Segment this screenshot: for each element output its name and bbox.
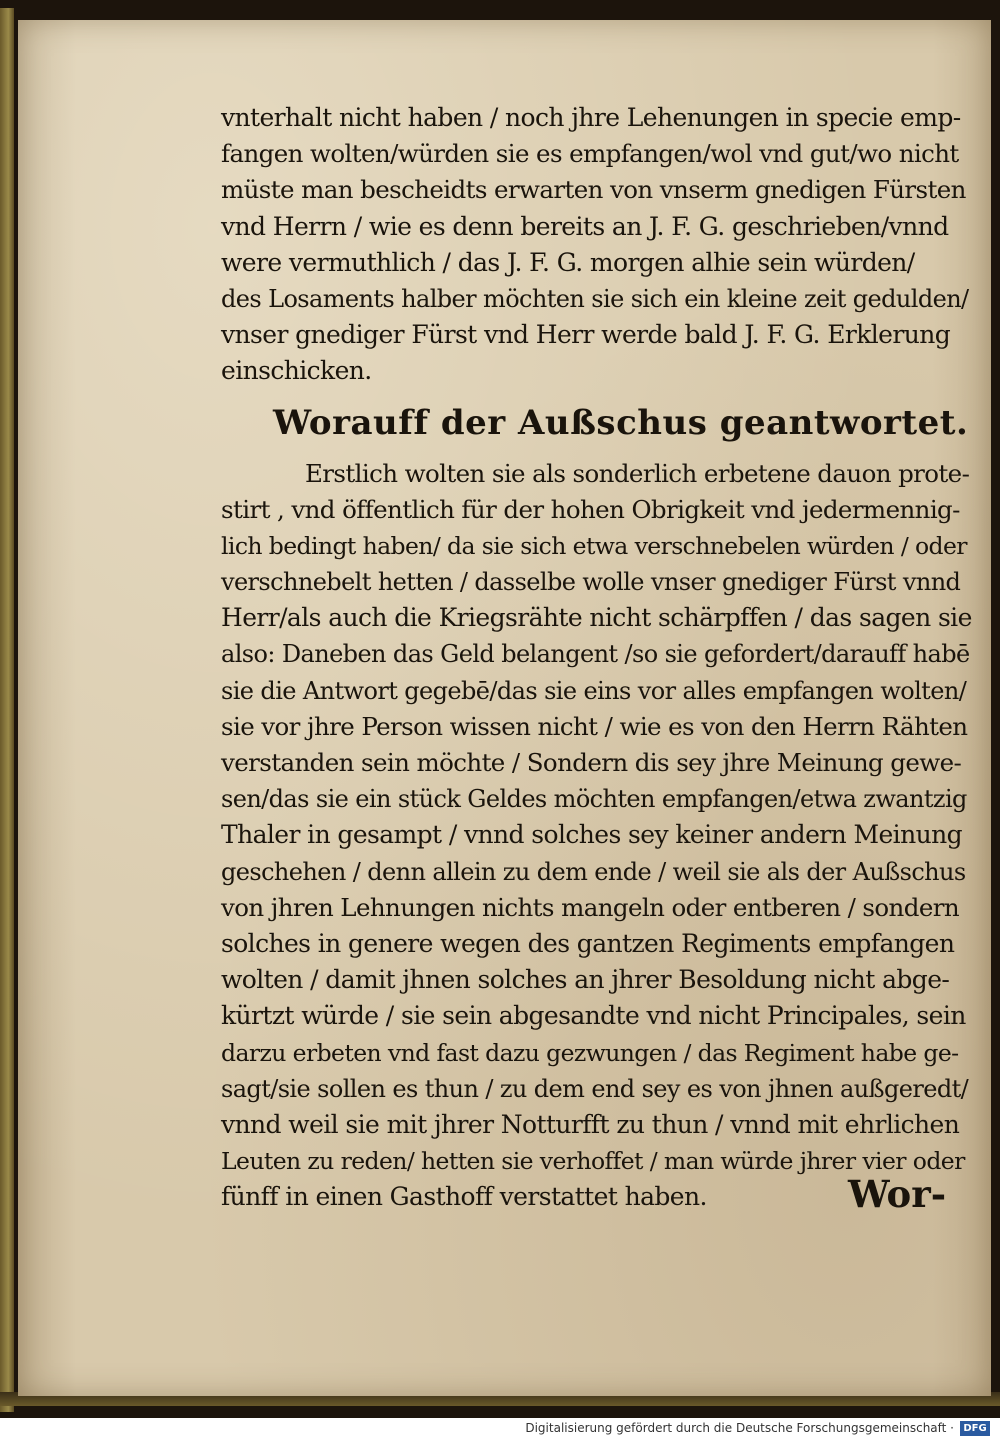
text-line: vnnd weil sie mit jhrer Notturfft zu thun / vnnd mit ehrlichen	[221, 1109, 960, 1139]
text-line: verstanden sein möchte / Sondern dis sey jhre Meinung gewe-	[221, 748, 962, 777]
text-line: Erstlich wolten sie als sonderlich erbetene dauon prote-	[305, 458, 970, 488]
text-line: wolten / damit jhnen solches an jhrer Besoldung nicht abge-	[221, 965, 950, 995]
text-line: Leuten zu reden/ hetten sie verhoffet / man würde jhrer vier oder	[221, 1147, 965, 1176]
document-page	[18, 20, 991, 1396]
text-line: vnser gnediger Fürst vnd Herr werde bald J. F. G. Erklerung	[221, 320, 951, 350]
book-spine-edge	[0, 8, 14, 1412]
text-line: fünff in einen Gasthoff verstattet haben.	[221, 1182, 707, 1212]
text-line: sie vor jhre Person wissen nicht / wie es von den Herrn Rähten	[221, 711, 968, 741]
text-line: sagt/sie sollen es thun / zu dem end sey es von jhnen außgeredt/	[221, 1074, 969, 1103]
text-line: also: Daneben das Geld belangent /so sie gefordert/darauff habē	[221, 640, 970, 669]
text-line: sie die Antwort gegebē/das sie eins vor alles empfangen wolten/	[221, 676, 967, 705]
text-line: müste man bescheidts erwarten von vnserm gnedigen Fürsten	[221, 175, 966, 205]
dfg-logo-icon: DFG	[960, 1421, 990, 1436]
text-line: were vermuthlich / das J. F. G. morgen alhie sein würden/	[221, 247, 915, 277]
catchword: Wor-	[848, 1172, 947, 1216]
text-line: Herr/als auch die Kriegsrähte nicht schärpffen / das sagen sie	[221, 603, 972, 633]
text-line: darzu erbeten vnd fast dazu gezwungen / das Regiment habe ge-	[221, 1038, 959, 1067]
text-block	[221, 100, 973, 1215]
text-line: stirt , vnd öffentlich für der hohen Obrigkeit vnd jedermennig-	[221, 494, 960, 524]
text-line: verschnebelt hetten / dasselbe wolle vnser gnediger Fürst vnnd	[221, 568, 961, 597]
text-line: kürtzt würde / sie sein abgesandte vnd nicht Principales, sein	[221, 1001, 966, 1031]
text-line: lich bedingt haben/ da sie sich etwa verschnebelen würden / oder	[221, 531, 967, 560]
paragraph-top	[221, 100, 973, 390]
text-line: einschicken.	[221, 356, 372, 386]
text-line: Thaler in gesampt / vnnd solches sey keiner andern Meinung	[221, 820, 962, 850]
text-line: geschehen / denn allein zu dem ende / weil sie als der Außschus	[221, 857, 966, 886]
text-line: sen/das sie ein stück Geldes möchten empfangen/etwa zwantzig	[221, 785, 967, 814]
text-line: vnterhalt nicht haben / noch jhre Lehenungen in specie emp-	[221, 103, 961, 132]
text-line: von jhren Lehnungen nichts mangeln oder entberen / sondern	[221, 892, 960, 922]
paragraph-body	[221, 456, 973, 1216]
text-line: solches in genere wegen des gantzen Regiments empfangen	[221, 928, 955, 958]
text-line: des Losaments halber möchten sie sich ein kleine zeit gedulden/	[221, 284, 969, 313]
footer-credit: Digitalisierung gefördert durch die Deutsche Forschungsgemeinschaft ·	[525, 1421, 954, 1435]
section-heading: Worauff der Außschus geantwortet.	[273, 402, 969, 443]
text-line: fangen wolten/würden sie es empfangen/wol vnd gut/wo nicht	[221, 139, 959, 169]
text-line: vnd Herrn / wie es denn bereits an J. F. G. geschrieben/vnnd	[221, 211, 949, 241]
